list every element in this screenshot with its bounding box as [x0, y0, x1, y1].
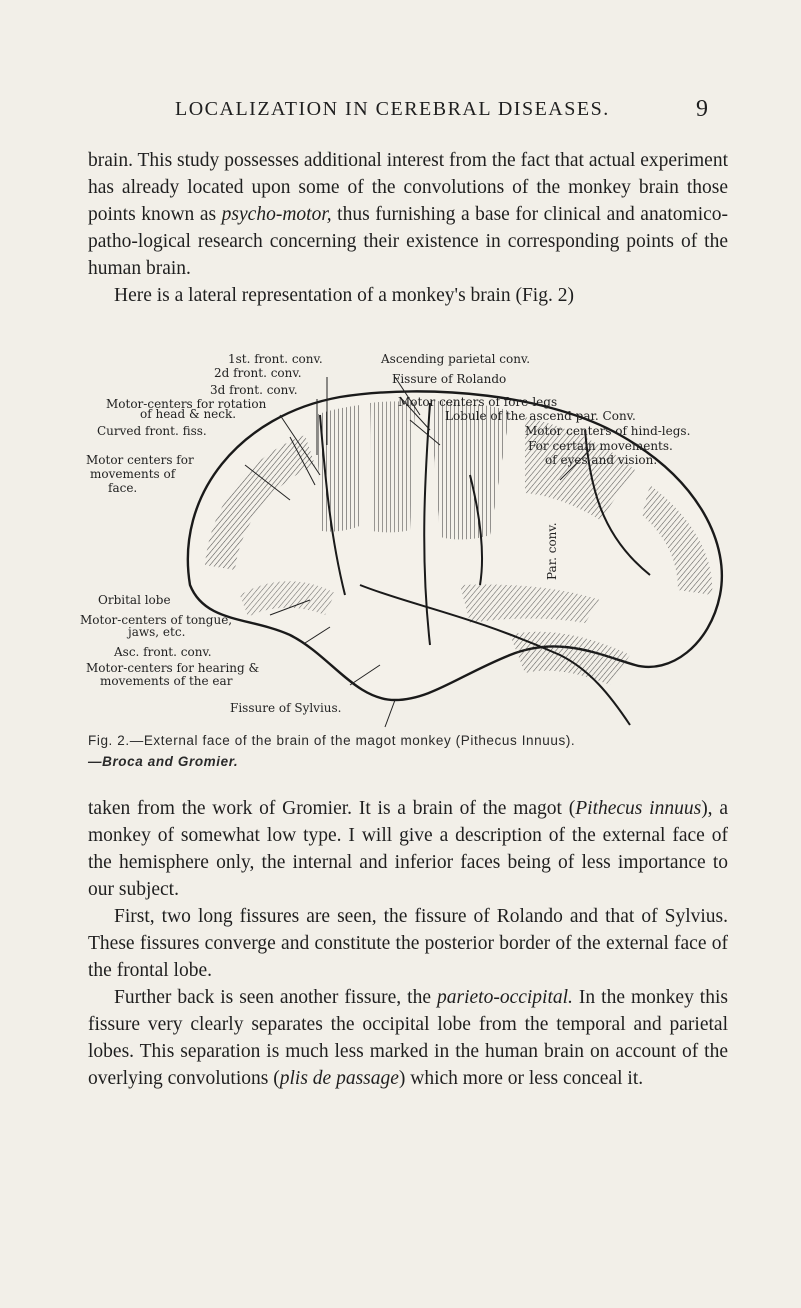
label-first-front-conv: 1st. front. conv.: [228, 352, 323, 366]
label-for-certain-movements: For certain movements.: [528, 439, 673, 453]
emphasis-psycho-motor: psycho-motor,: [221, 204, 332, 225]
body-text-bottom: [88, 795, 728, 1092]
label-motor-face-cont: movements of: [90, 467, 176, 481]
label-second-front-conv: 2d front. conv.: [214, 366, 302, 380]
label-curved-front-fiss: Curved front. fiss.: [97, 424, 207, 438]
label-eyes-vision: of eyes and vision.: [545, 453, 658, 467]
label-orbital-lobe: Orbital lobe: [98, 593, 171, 607]
label-third-front-conv: 3d front. conv.: [210, 383, 298, 397]
label-motor-hearing: Motor-centers for hearing &: [86, 661, 260, 675]
page-number: 9: [696, 96, 708, 122]
label-motor-head-neck-cont: of head & neck.: [140, 407, 237, 421]
paragraph: taken from the work of Gromier. It is a brain of the magot (Pithecus innuus), a monkey of somewhat low type. I will give a description of the external face of the hemisphere only, the internal and inferior faces being of less importance to our subject.: [88, 798, 728, 900]
caption-text: Fig. 2.—External face of the brain of the magot monkey (Pithecus Innuus).: [88, 733, 576, 748]
label-fissure-rolando: Fissure of Rolando: [392, 372, 507, 386]
body-text-top: [88, 147, 728, 309]
emphasis-pithecus-innuus: Pithecus innuus: [575, 798, 702, 819]
label-fissure-sylvius: Fissure of Sylvius.: [230, 701, 342, 715]
label-motor-tongue: Motor-centers of tongue,: [80, 613, 233, 627]
paragraph: Here is a lateral representation of a monkey's brain (Fig. 2): [114, 285, 574, 306]
label-asc-front-conv: Asc. front. conv.: [114, 645, 212, 659]
label-motor-face-end: face.: [108, 481, 138, 495]
emphasis-parieto-occipital: parieto-occipital.: [437, 987, 573, 1008]
label-motor-hind-legs: Motor centers of hind-legs.: [525, 424, 691, 438]
label-par-conv: Par. conv.: [545, 522, 559, 580]
label-motor-face: Motor centers for: [86, 453, 194, 467]
paragraph: Further back is seen another fissure, the parieto-occipital. In the monkey this fissure very clearly separates the occipital lobe from the temporal and parietal lobes. This separation is much less marked in the human brain on account of the overlying convolutions (plis de passage) which more or less conceal it.: [88, 987, 728, 1089]
page-header: [0, 98, 801, 128]
caption-source: —Broca and Gromier.: [88, 754, 239, 769]
label-motor-head-neck: Motor-centers for rotation: [106, 397, 267, 411]
label-lobule-ascend-par: Lobule of the ascend par. Conv.: [445, 409, 636, 423]
paragraph: brain. This study possesses additional interest from the fact that actual experiment has already located upon some of the convolutions of the monkey brain those points known as psycho-motor, thus furnishing a base for clinical and anatomico-patho-logical research concerning their existence in corresponding points of the human brain.: [88, 150, 729, 279]
label-motor-fore-legs: Motor centers of fore-legs: [398, 395, 558, 409]
running-title: LOCALIZATION IN CEREBRAL DISEASES.: [175, 98, 610, 120]
label-motor-hearing-cont: movements of the ear: [100, 674, 233, 688]
label-motor-tongue-cont: jaws, etc.: [128, 625, 186, 639]
label-ascending-parietal: Ascending parietal conv.: [381, 352, 531, 366]
paragraph: First, two long fissures are seen, the fissure of Rolando and that of Sylvius. These fissures converge and constitute the posterior border of the external face of the frontal lobe.: [88, 906, 728, 981]
emphasis-plis-de-passage: plis de passage: [279, 1068, 399, 1089]
figure-caption: [88, 730, 728, 772]
figure-2: [80, 352, 750, 755]
